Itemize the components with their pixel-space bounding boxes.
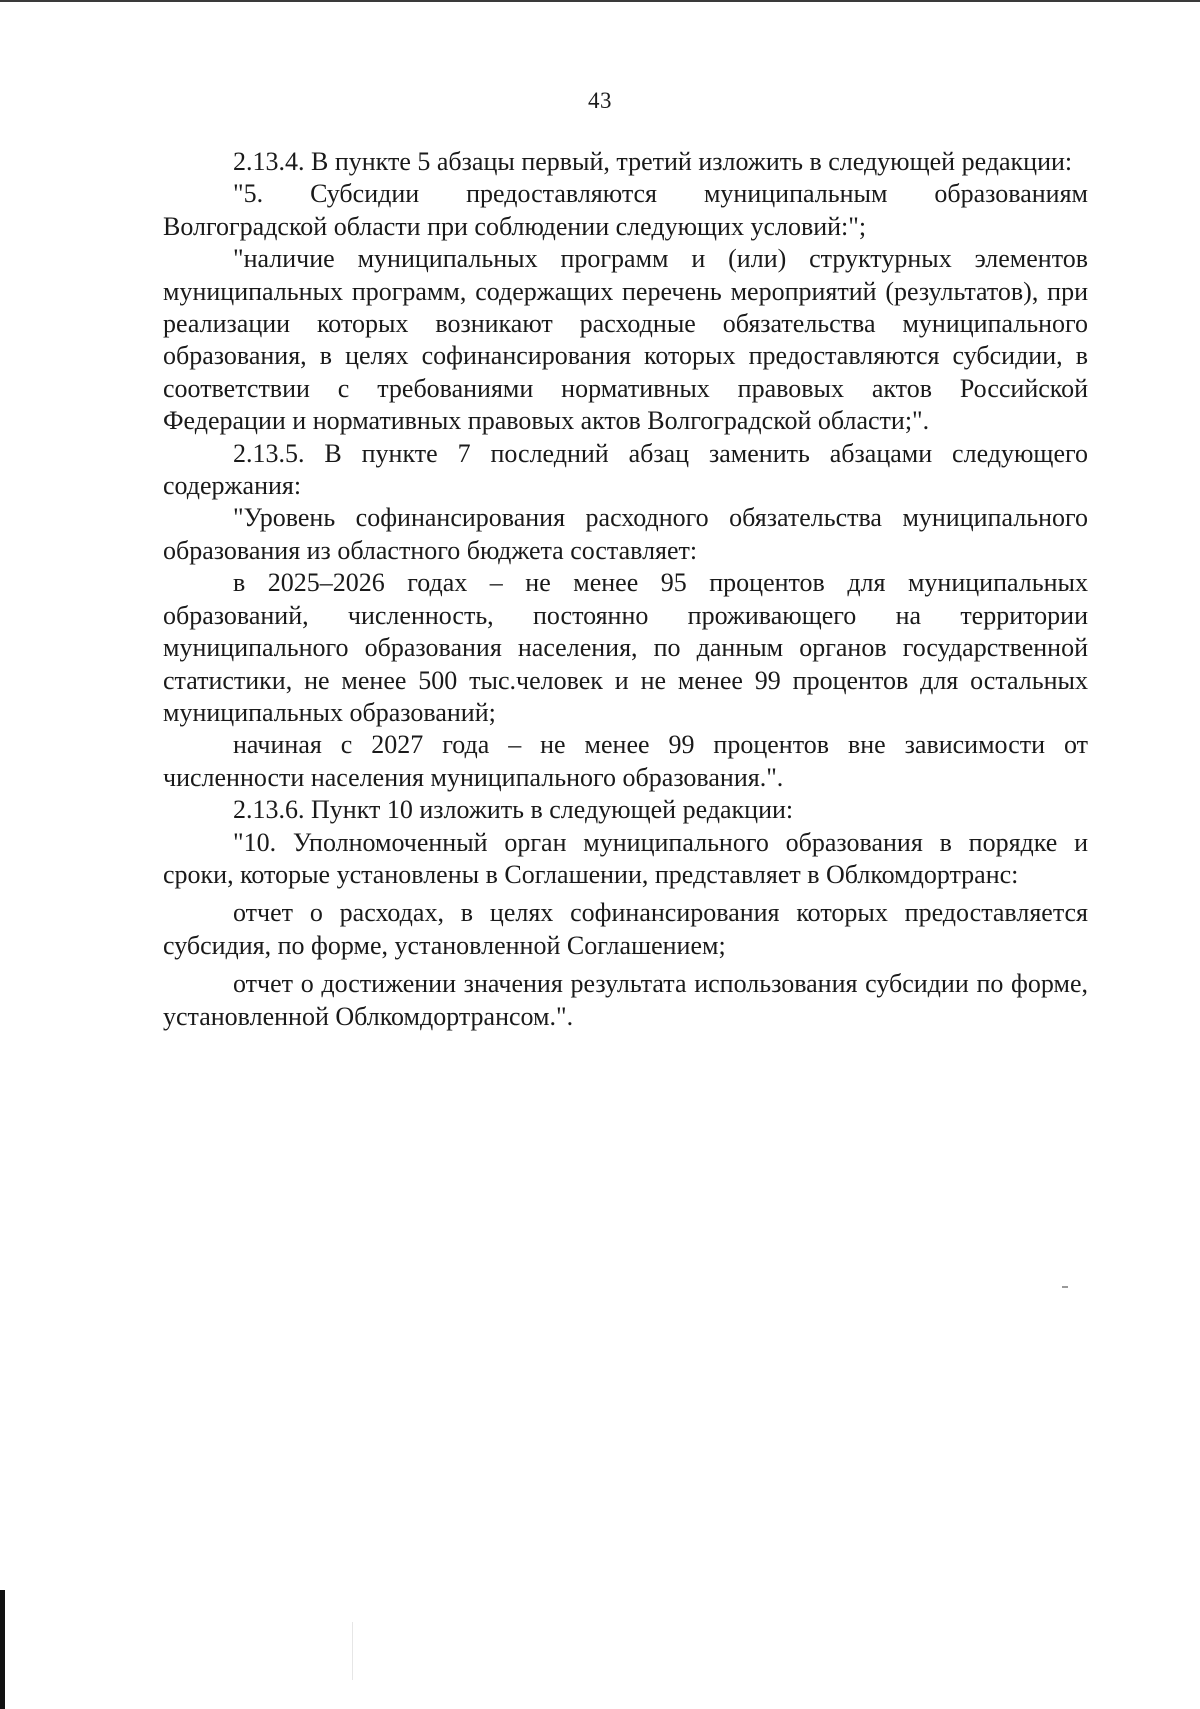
paragraph-2-13-4: 2.13.4. В пункте 5 абзацы первый, третий изложить в следующей редакции: — [233, 147, 1073, 176]
paragraph-expense-report: отчет о расходах, в целях софинансирования которых предоставляется субсидия, по форме, установленной Соглашением; — [163, 898, 1088, 960]
paragraph-2-13-5: 2.13.5. В пункте 7 последний абзац заменить абзацами следующего содержания: — [163, 438, 1088, 501]
paragraph-2025-2026: в 2025–2026 годах – не менее 95 процентов для муниципальных образований, численность, постоянно проживающего на территории муниципального образования населения, по данным органов государственной статистики, не менее 500 тыс.человек и не менее 99 процентов для остальных муниципальных образований; — [163, 568, 1088, 727]
paragraph-item-5-text: "5. Субсидии предоставляются муниципальным образованиям Волгоградской области при соблюдении следующих условий:"; — [163, 179, 1088, 241]
scan-top-edge — [0, 0, 1200, 2]
scan-speck — [1062, 1286, 1068, 1288]
paragraph-programs-condition: "наличие муниципальных программ и (или) структурных элементов муниципальных программ, содержащих перечень мероприятий (результатов), при реализации которых возникают расходные обязательства муниципального образования, в целях софинансирования которых предоставляются субсидии, в соответствии с требованиями нормативных правовых актов Российской Федерации и нормативных правовых актов Волгоградской области;". — [163, 244, 1088, 436]
document-body — [163, 146, 1088, 1033]
page-number: 43 — [588, 88, 612, 113]
paragraph-cofinancing-level: "Уровень софинансирования расходного обязательства муниципального образования из областного бюджета составляет: — [163, 503, 1088, 565]
scan-binding-edge — [0, 1590, 5, 1709]
paragraph-2-13-6: 2.13.6. Пункт 10 изложить в следующей редакции: — [233, 795, 794, 825]
paragraph-result-report: отчет о достижении значения результата использования субсидии по форме, установленной Облкомдортрансом.". — [163, 969, 1088, 1031]
scan-faint-line — [352, 1622, 353, 1680]
paragraph-from-2027: начиная с 2027 года – не менее 99 процентов вне зависимости от численности населения муниципального образования.". — [163, 730, 1088, 792]
paragraph-item-10-text: "10. Уполномоченный орган муниципального образования в порядке и сроки, которые установлены в Соглашении, представляет в Облкомдортранс: — [163, 827, 1088, 889]
